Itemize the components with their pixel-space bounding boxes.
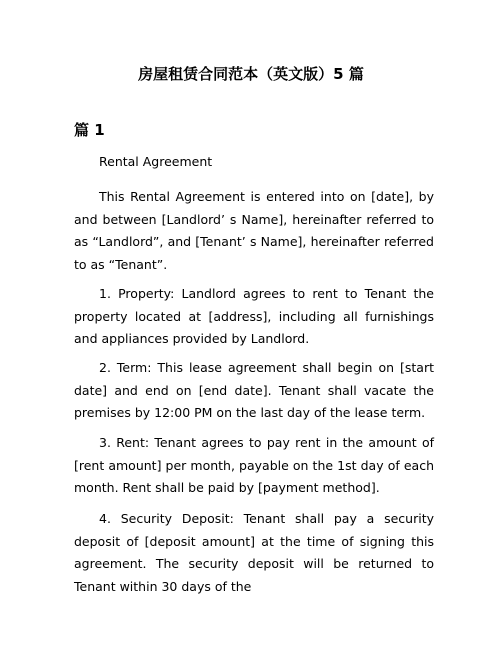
document-title: 房屋租赁合同范本（英文版）5 篇 — [138, 65, 364, 83]
intro-paragraph: This Rental Agreement is entered into on [date], by and between [Landlord’ s Name], hereinafter referred to as “Landlord”, and [Tenant’ s Name], hereinafter referred to as “Tenant”. — [74, 189, 434, 272]
clause-term: 2. Term: This lease agreement shall begin on [start date] and end on [end date]. Tenant shall vacate the premises by 12:00 PM on the last day of the lease term. — [74, 360, 434, 420]
clause-security-deposit: 4. Security Deposit: Tenant shall pay a security deposit of [deposit amount] at the time of signing this agreement. The security deposit will be returned to Tenant within 30 days of the — [74, 511, 434, 594]
section-heading: 篇 1 — [74, 121, 105, 139]
agreement-title: Rental Agreement — [99, 154, 213, 169]
clause-rent: 3. Rent: Tenant agrees to pay rent in the amount of [rent amount] per month, payable on the 1st day of each month. Rent shall be paid by [payment method]. — [74, 435, 434, 495]
clause-property: 1. Property: Landlord agrees to rent to Tenant the property located at [address], including all furnishings and appliances provided by Landlord. — [74, 286, 434, 346]
